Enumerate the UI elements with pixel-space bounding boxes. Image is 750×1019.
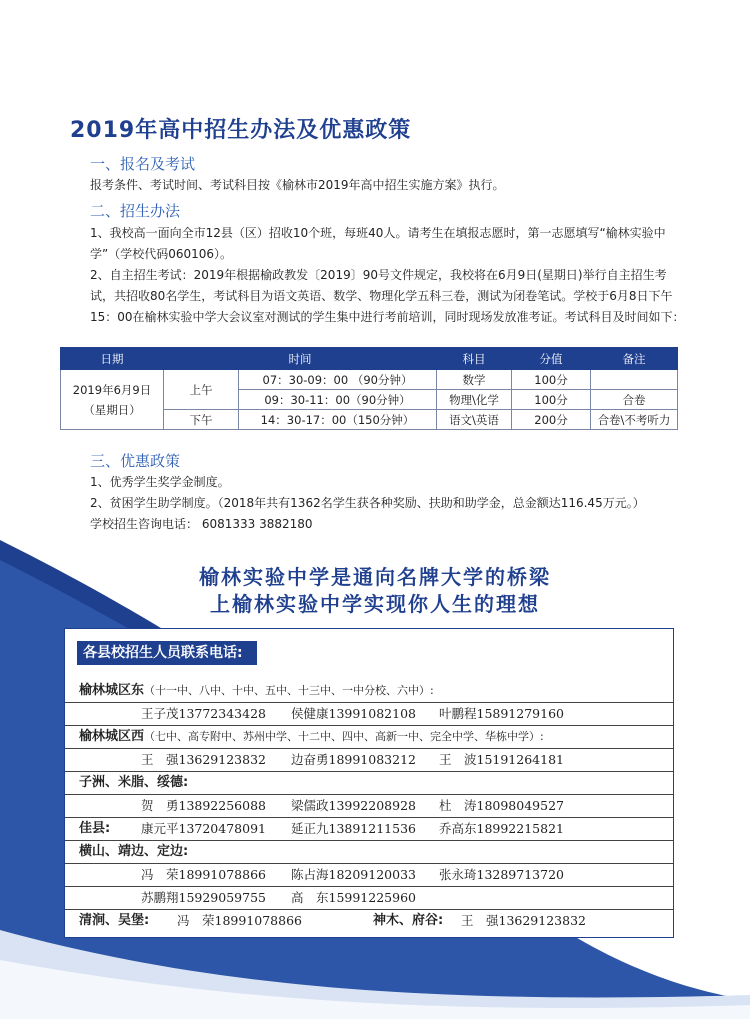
- contact-person: 高 东15991225960: [291, 890, 416, 905]
- region-name: 横山、靖边、定边:: [79, 844, 189, 859]
- section-head-enrollment: 二、招生办法: [90, 202, 181, 220]
- contact-row: [65, 725, 673, 749]
- cell-note: 合卷\不考听力: [591, 410, 678, 430]
- region-name: 神木、府谷:: [373, 913, 444, 928]
- contact-person: 康元平13720478091: [141, 821, 266, 836]
- contacts-heading: 各县校招生人员联系电话:: [77, 641, 257, 665]
- cell-time: 09：30-11：00（90分钟）: [239, 390, 437, 410]
- header-time: 时间: [164, 348, 437, 370]
- paragraph: 学校招生咨询电话： 6081333 3882180: [90, 517, 313, 531]
- region-schools: （十一中、八中、十中、五中、十三中、一中分校、六中）:: [144, 684, 434, 697]
- contact-person: 杜 涛18098049527: [439, 798, 564, 813]
- contacts-box: [64, 628, 674, 938]
- paragraph: 1、我校高一面向全市12县（区）招收10个班，每班40人。请考生在填报志愿时，第一志愿填写“榆林实验中学”（学校代码060106）。: [90, 226, 666, 261]
- contact-person: 梁儒政13992208928: [291, 798, 416, 813]
- contact-person: 贺 勇13892256088: [141, 798, 266, 813]
- header-date: 日期: [61, 348, 164, 370]
- contact-person: 王 强13629123832: [461, 913, 586, 928]
- contact-row: [65, 840, 673, 864]
- contact-person: 陈占海18209120033: [291, 867, 416, 882]
- cell-subject: 物理\化学: [437, 390, 512, 410]
- region-name: 清涧、吴堡:: [79, 913, 150, 928]
- contact-row: [65, 794, 673, 818]
- region-label: [79, 725, 544, 748]
- cell-note: [591, 370, 678, 390]
- cell-time: 14：30-17：00（150分钟）: [239, 410, 437, 430]
- contact-person: 王 波15191264181: [439, 752, 564, 767]
- contact-person: 冯 荣18991078866: [141, 867, 266, 882]
- contact-row: [65, 702, 673, 726]
- contact-person: 张永琦13289713720: [439, 867, 564, 882]
- table-row: [61, 370, 678, 390]
- contact-person: 叶鹏程15891279160: [439, 706, 564, 721]
- section-head-registration: 一、报名及考试: [90, 155, 196, 173]
- paragraph: 报考条件、考试时间、考试科目按《榆林市2019年高中招生实施方案》执行。: [90, 178, 505, 192]
- cell-score: 200分: [512, 410, 591, 430]
- contact-person: 乔高东18992215821: [439, 821, 564, 836]
- contact-person: 冯 荣18991078866: [177, 913, 302, 928]
- contact-row: [65, 909, 673, 932]
- table-header-row: [61, 348, 678, 370]
- cell-time: 07：30-09：00 （90分钟）: [239, 370, 437, 390]
- cell-subject: 语文\英语: [437, 410, 512, 430]
- weekday-text: （星期日）: [83, 402, 141, 417]
- contact-person: 边奋勇18991083212: [291, 752, 416, 767]
- cell-score: 100分: [512, 370, 591, 390]
- header-score: 分值: [512, 348, 591, 370]
- contact-row: [65, 817, 673, 841]
- cell-score: 100分: [512, 390, 591, 410]
- date-text: 2019年6月9日: [72, 382, 152, 397]
- contact-row: [65, 679, 673, 703]
- contact-person: 苏鹏翔15929059755: [141, 890, 266, 905]
- exam-schedule-table: [60, 347, 678, 430]
- paragraph: 1、优秀学生奖学金制度。: [90, 475, 230, 489]
- paragraph: 2、贫困学生助学制度。（2018年共有1362名学生获各种奖励、扶助和助学金，总金额达116.45万元。）: [90, 496, 645, 510]
- contact-person: 延正九13891211536: [291, 821, 416, 836]
- header-subject: 科目: [437, 348, 512, 370]
- section-body-benefits: [90, 472, 690, 535]
- header-note: 备注: [591, 348, 678, 370]
- contact-person: 王子茂13772343428: [141, 706, 266, 721]
- contact-row: [65, 886, 673, 910]
- contact-row: [65, 863, 673, 887]
- contact-row: [65, 748, 673, 772]
- page-title: 2019年高中招生办法及优惠政策: [70, 118, 412, 143]
- cell-pm: 下午: [164, 410, 239, 430]
- section-body-registration: [90, 175, 690, 196]
- contact-person: 王 强13629123832: [141, 752, 266, 767]
- region-label: [79, 679, 434, 702]
- cell-date: [61, 370, 164, 430]
- section-head-benefits: 三、优惠政策: [90, 452, 181, 470]
- section-body-enrollment: [90, 223, 690, 328]
- region-name: 榆林城区西: [79, 729, 145, 744]
- paragraph: 2、自主招生考试：2019年根据榆政教发〔2019〕90号文件规定，我校将在6月9日(星期日)举行自主招生考试，共招收80名学生，考试科目为语文英语、数学、物理化学五科三卷，测试为闭卷笔试。学校于6月8日下午15：00在榆林实验中学大会议室对测试的学生集中进行考前培训，同时现场发放准考证。考试科目及时间如下：: [90, 268, 685, 324]
- contact-person: 侯健康13991082108: [291, 706, 416, 721]
- contact-row: [65, 771, 673, 795]
- slogan-line-2: 上榆林实验中学实现你人生的理想: [210, 592, 540, 616]
- cell-subject: 数学: [437, 370, 512, 390]
- region-name: 榆林城区东: [79, 683, 145, 698]
- region-name: 子洲、米脂、绥德:: [79, 775, 189, 790]
- cell-am: 上午: [164, 370, 239, 410]
- region-schools: （七中、高专附中、苏州中学、十二中、四中、高新一中、完全中学、华栋中学）:: [144, 730, 544, 743]
- cell-note: 合卷: [591, 390, 678, 410]
- region-name: 佳县:: [79, 821, 111, 836]
- slogan-line-1: 榆林实验中学是通向名牌大学的桥梁: [199, 565, 551, 589]
